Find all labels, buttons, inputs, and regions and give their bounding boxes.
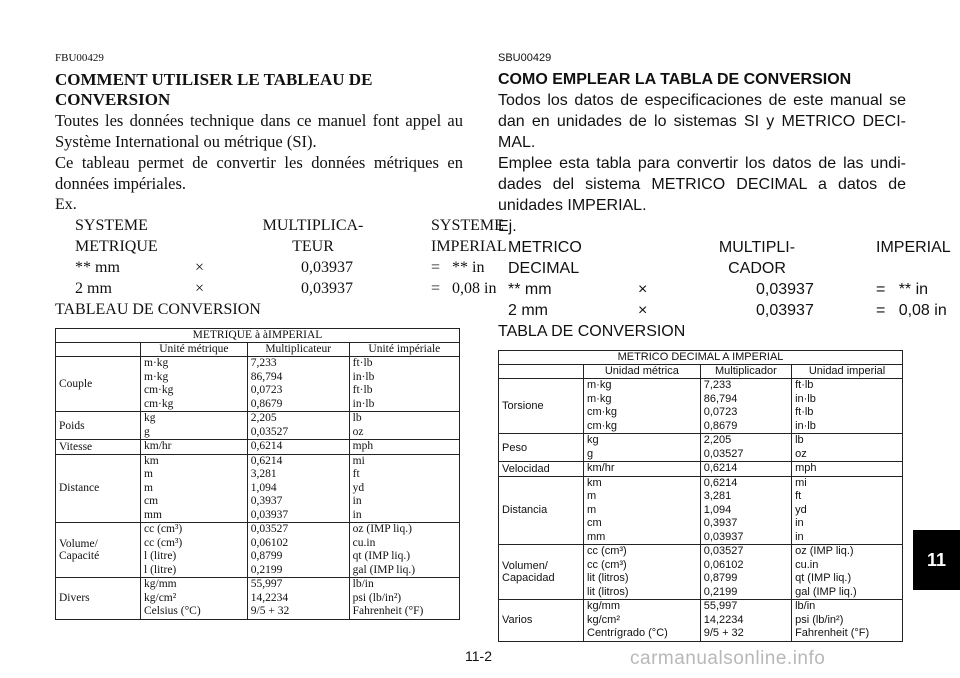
table-heading: TABLA DE CONVERSION: [498, 323, 686, 340]
imperial-units: oz (IMP liq.) cu.in qt (IMP liq.) gal (IMP liq.): [792, 545, 903, 600]
imperial-units: lb/in psi (lb/in²) Fahrenheit (°F): [349, 578, 459, 620]
example-cell: 2 mm: [508, 302, 548, 319]
intro-paragraph-1: Toutes les données technique dans ce manuel font appel au Système International ou métrique (SI).: [55, 111, 463, 151]
column-header: Unité métrique: [141, 343, 248, 357]
example-cell: = ** in: [876, 281, 929, 298]
multipliers: 0,6214: [247, 440, 349, 455]
multipliers: 2,205 0,03527: [700, 434, 791, 462]
column-header: Unidad imperial: [792, 365, 903, 379]
metric-units: cc (cm³) cc (cm³) lit (litros) lit (litros): [584, 545, 701, 600]
chapter-tab: 11: [913, 530, 960, 590]
imperial-units: oz (IMP liq.) cu.in qt (IMP liq.) gal (IMP liq.): [349, 523, 459, 578]
example-cell: 2 mm: [75, 280, 112, 297]
example-label: Ej.: [498, 218, 517, 235]
example-cell: = 0,08 in: [876, 302, 947, 319]
table-row: [499, 545, 903, 600]
category-label: Distance: [56, 454, 141, 523]
table-row: [499, 462, 903, 477]
example-cell: ** mm: [75, 259, 120, 276]
metric-units: m·kg m·kg cm·kg cm·kg: [584, 379, 701, 434]
category-label: Torsione: [499, 379, 584, 434]
multiply-sign: ×: [195, 280, 205, 297]
metric-units: cc (cm³) cc (cm³) l (litre) l (litre): [141, 523, 248, 578]
table-row: [56, 440, 460, 455]
multipliers: 55,997 14,2234 9/5 + 32: [700, 600, 791, 642]
table-heading: TABLEAU DE CONVERSION: [55, 301, 261, 318]
imperial-units: mi ft yd in in: [349, 454, 459, 523]
header-empty: [499, 365, 584, 379]
metric-units: km/hr: [584, 462, 701, 477]
intro-paragraph-1: Todos los datos de especificaciones de este manual se dan en unidades de lo sistemas SI y METRICO DECI-MAL.: [498, 92, 906, 151]
imperial-units: lb oz: [792, 434, 903, 462]
example-cell: SYSTEME: [75, 217, 148, 234]
table-row: [499, 379, 903, 434]
example-cell: IMPERIAL: [876, 239, 951, 256]
table-title: METRIQUE à àIMPERIAL: [56, 329, 460, 343]
conversion-table: [55, 328, 460, 620]
table-header-row: [499, 365, 903, 379]
example-cell: = ** in: [431, 259, 485, 276]
metric-units: kg/mm kg/cm² Centrígrado (°C): [584, 600, 701, 642]
page-number: 11-2: [465, 648, 492, 664]
table-row: [56, 578, 460, 620]
category-label: Divers: [56, 578, 141, 620]
table-row: [56, 357, 460, 412]
imperial-units: mi ft yd in in: [792, 476, 903, 545]
example-cell: [876, 258, 960, 279]
header-empty: [56, 343, 141, 357]
intro-paragraph-2: Emplee esta tabla para convertir los datos de las undi-dades del sistema METRICO DECIMAL a datos de unidades IMPERIAL.: [498, 155, 906, 214]
table-title: METRICO DECIMAL A IMPERIAL: [499, 351, 903, 365]
example-cell: MULTIPLI-: [718, 239, 796, 256]
multipliers: 0,6214 3,281 1,094 0,3937 0,03937: [247, 454, 349, 523]
french-column: [55, 52, 507, 620]
metric-units: kg g: [141, 412, 248, 440]
table-row: [499, 476, 903, 545]
multipliers: 55,997 14,2234 9/5 + 32: [247, 578, 349, 620]
section-code: SBU00429: [498, 52, 552, 64]
imperial-units: mph: [792, 462, 903, 477]
example-cell: TEUR: [292, 238, 334, 255]
example-label: Ex.: [55, 196, 77, 213]
metric-units: km m m cm mm: [584, 476, 701, 545]
column-header: Unidad métrica: [584, 365, 701, 379]
multipliers: 7,233 86,794 0,0723 0,8679: [247, 357, 349, 412]
section-code: FBU00429: [55, 52, 104, 64]
table-row: [56, 523, 460, 578]
example-cell: 0,03937: [756, 302, 814, 319]
imperial-units: mph: [349, 440, 459, 455]
watermark: carmanualsonline.info: [630, 648, 826, 669]
category-label: Distancia: [499, 476, 584, 545]
metric-units: km/hr: [141, 440, 248, 455]
column-header: Multiplicateur: [247, 343, 349, 357]
category-label: Volume/ Capacité: [56, 523, 141, 578]
example-cell: IMPERIAL: [431, 238, 507, 255]
multiply-sign: ×: [638, 302, 648, 319]
example-cell: 0,03937: [756, 281, 814, 298]
table-title-row: [499, 351, 903, 365]
multiply-sign: ×: [195, 259, 205, 276]
multipliers: 0,6214: [700, 462, 791, 477]
example-cell: SYSTEME: [431, 217, 504, 234]
multipliers: 7,233 86,794 0,0723 0,8679: [700, 379, 791, 434]
table-header-row: [56, 343, 460, 357]
example-cell: DECIMAL: [508, 260, 580, 277]
column-header: Unité impériale: [349, 343, 459, 357]
section-title: COMO EMPLEAR LA TABLA DE CONVERSION: [498, 71, 852, 88]
category-label: Varios: [499, 600, 584, 642]
category-label: Velocidad: [499, 462, 584, 477]
multipliers: 0,6214 3,281 1,094 0,3937 0,03937: [700, 476, 791, 545]
example-cell: METRICO: [508, 239, 582, 256]
example-cell: MULTIPLICA-: [262, 217, 364, 234]
conversion-table: [498, 350, 903, 642]
example-grid: [55, 215, 507, 299]
section-title: COMMENT UTILISER LE TABLEAU DE CONVERSION: [55, 70, 373, 109]
multipliers: 0,03527 0,06102 0,8799 0,2199: [247, 523, 349, 578]
imperial-units: ft·lb in·lb ft·lb in·lb: [349, 357, 459, 412]
example-cell: 0,03937: [301, 259, 353, 276]
multipliers: 2,205 0,03527: [247, 412, 349, 440]
example-cell: CADOR: [728, 260, 786, 277]
table-row: [499, 600, 903, 642]
column-header: Multiplicador: [700, 365, 791, 379]
example-grid: [498, 237, 951, 321]
example-cell: METRIQUE: [75, 238, 158, 255]
multipliers: 0,03527 0,06102 0,8799 0,2199: [700, 545, 791, 600]
multiply-sign: ×: [638, 281, 648, 298]
spanish-column: [498, 52, 951, 642]
metric-units: kg/mm kg/cm² Celsius (°C): [141, 578, 248, 620]
imperial-units: lb oz: [349, 412, 459, 440]
table-title-row: [56, 329, 460, 343]
category-label: Poids: [56, 412, 141, 440]
metric-units: m·kg m·kg cm·kg cm·kg: [141, 357, 248, 412]
example-cell: 0,03937: [301, 280, 353, 297]
intro-paragraph-2: Ce tableau permet de convertir les données métriques en données impériales.: [55, 153, 463, 193]
category-label: Volumen/ Capacidad: [499, 545, 584, 600]
imperial-units: ft·lb in·lb ft·lb in·lb: [792, 379, 903, 434]
category-label: Couple: [56, 357, 141, 412]
metric-units: km m m cm mm: [141, 454, 248, 523]
table-row: [56, 454, 460, 523]
example-cell: ** mm: [508, 281, 552, 298]
table-row: [56, 412, 460, 440]
table-row: [499, 434, 903, 462]
example-cell: = 0,08 in: [431, 280, 497, 297]
category-label: Vitesse: [56, 440, 141, 455]
metric-units: kg g: [584, 434, 701, 462]
category-label: Peso: [499, 434, 584, 462]
imperial-units: lb/in psi (lb/in²) Fahrenheit (°F): [792, 600, 903, 642]
